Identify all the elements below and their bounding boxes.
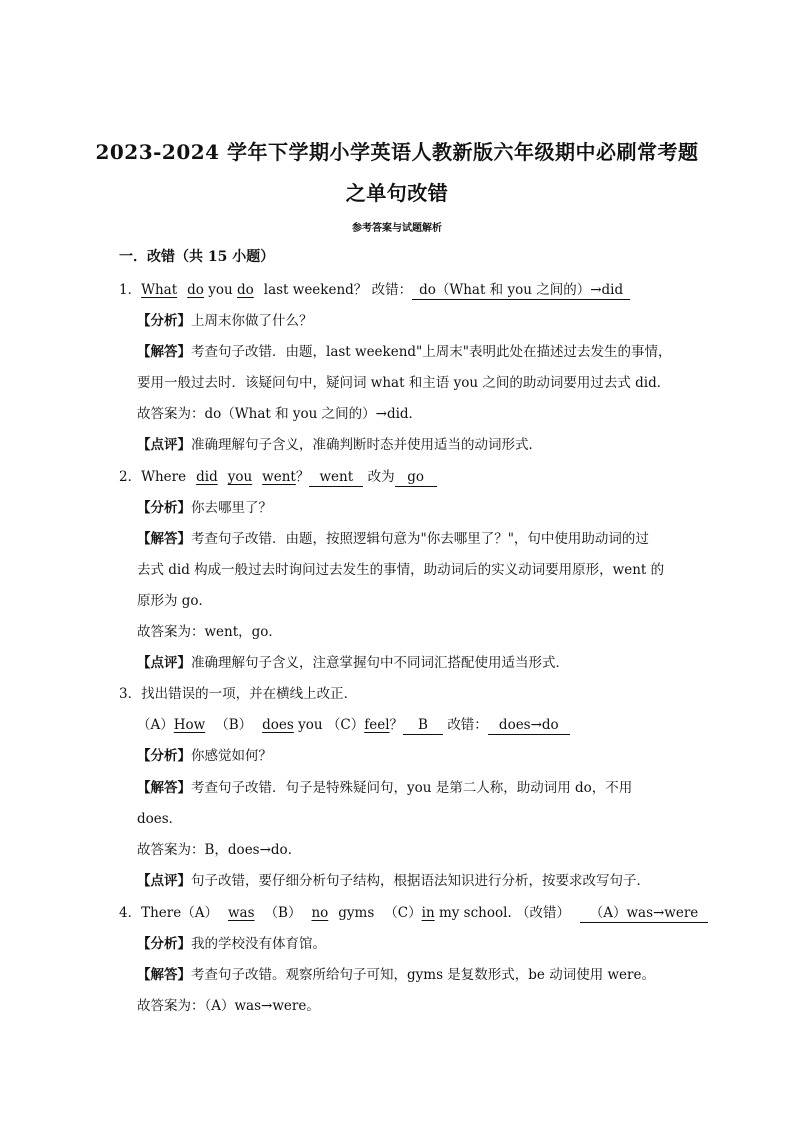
underlined-word: no xyxy=(311,905,329,921)
word: my school. xyxy=(438,905,512,921)
solution-text: 考查句子改错。观察所给句子可知，gyms 是复数形式，be 动词使用 were。 xyxy=(191,967,655,983)
question-number: 4． xyxy=(119,905,142,921)
document-subtitle: 参考答案与试题解析 xyxy=(352,223,442,234)
answer-blank-1: went xyxy=(309,468,363,487)
solution-3-line2: does． xyxy=(137,811,183,827)
analysis-text: 我的学校没有体育馆。 xyxy=(191,936,326,952)
comment-text: 准确理解句子含义，准确判断时态并使用适当的动词形式． xyxy=(191,437,542,453)
analysis-text: 上周末你做了什么？ xyxy=(191,313,313,329)
comment-text: 句子改错，要仔细分析句子结构，根据语法知识进行分析，按要求改写句子． xyxy=(191,873,650,889)
underlined-word: What xyxy=(141,282,178,298)
solution-tag: 【解答】 xyxy=(137,531,191,547)
analysis-text: 你去哪里了？ xyxy=(191,500,272,516)
solution-text: 考查句子改错．句子是特殊疑问句，you 是第二人称，助动词用 do，不用 xyxy=(191,780,633,796)
comment-3 xyxy=(137,871,650,891)
solution-text: 考查句子改错．由题，按照逻辑句意为"你去哪里了？"，句中使用助动词的过 xyxy=(191,531,649,547)
analysis-2 xyxy=(137,498,272,518)
solution-text: 考查句子改错．由题，last weekend"上周末"表明此处在描述过去发生的事情， xyxy=(191,344,672,360)
word: you xyxy=(208,282,233,298)
solution-4-line2: 故答案为：（A）was→were。 xyxy=(137,998,320,1014)
comment-text: 准确理解句子含义，注意掌握句中不同词汇搭配使用适当形式． xyxy=(191,655,569,671)
word: last weekend？ xyxy=(263,282,368,298)
underlined-word: was xyxy=(227,905,255,921)
question-number: 3． xyxy=(119,686,142,702)
question-3-sentence xyxy=(137,715,570,735)
solution-1-line1 xyxy=(137,342,671,362)
underlined-word: in xyxy=(421,905,435,921)
question-4 xyxy=(119,903,708,923)
solution-1-line3: 故答案为：do（What 和 you 之间的）→did． xyxy=(137,406,423,422)
comment-1 xyxy=(137,435,542,455)
solution-4-line1 xyxy=(137,965,655,985)
option-label: （A） xyxy=(137,717,174,733)
solution-1-line2: 要用一般过去时．该疑问句中，疑问词 what 和主语 you 之间的助动词要用过去式 did． xyxy=(137,375,671,391)
question-number: 1． xyxy=(119,282,142,298)
word: ？ xyxy=(295,469,310,485)
answer-blank-1: B xyxy=(403,716,443,735)
question-3 xyxy=(119,684,357,704)
underlined-word: How xyxy=(173,717,206,733)
fix-label: 改错： xyxy=(371,282,413,298)
analysis-4 xyxy=(137,934,326,954)
underlined-word: went xyxy=(262,469,296,485)
option-label: （C） xyxy=(384,905,422,921)
document-title-line2: 之单句改错 xyxy=(345,181,449,205)
solution-tag: 【解答】 xyxy=(137,967,191,983)
comment-tag: 【点评】 xyxy=(137,873,191,889)
underlined-word: does xyxy=(262,717,294,733)
solution-2-line4: 故答案为：went，go． xyxy=(137,624,282,640)
solution-2-line2: 去式 did 构成一般过去时询问过去发生的事情，助动词后的实义动词要用原形，went 的 xyxy=(137,562,665,578)
solution-2-line1 xyxy=(137,529,649,549)
question-1 xyxy=(119,280,630,300)
comment-tag: 【点评】 xyxy=(137,437,191,453)
analysis-tag: 【分析】 xyxy=(137,748,191,764)
answer-blank: （A）was→were xyxy=(580,904,708,923)
word: Where xyxy=(141,469,187,485)
option-label: （B） xyxy=(264,905,302,921)
section-heading: 一．改错（共 15 小题） xyxy=(119,249,275,265)
mid-text: 改为 xyxy=(367,469,395,485)
comment-tag: 【点评】 xyxy=(137,655,191,671)
solution-tag: 【解答】 xyxy=(137,344,191,360)
question-2 xyxy=(119,467,437,487)
word: you xyxy=(298,717,323,733)
underlined-word: feel xyxy=(364,717,390,733)
question-number: 2． xyxy=(119,469,142,485)
word: There（A） xyxy=(141,905,218,921)
analysis-tag: 【分析】 xyxy=(137,313,191,329)
word: ？ xyxy=(389,717,404,733)
option-label: （C） xyxy=(326,717,365,733)
answer-blank-2: go xyxy=(395,468,437,487)
question-prompt: 找出错误的一项，并在横线上改正． xyxy=(141,686,358,702)
word: gyms xyxy=(338,905,375,921)
solution-2-line3: 原形为 go． xyxy=(137,593,213,609)
answer-blank: do（What 和 you 之间的）→did xyxy=(412,281,630,300)
analysis-text: 你感觉如何？ xyxy=(191,748,272,764)
option-label: （B） xyxy=(215,717,253,733)
analysis-1 xyxy=(137,311,313,331)
underlined-word: you xyxy=(227,469,253,485)
underlined-word: did xyxy=(196,469,218,485)
answer-blank-2: does→do xyxy=(488,716,570,735)
fix-label: 改错： xyxy=(447,717,488,733)
fix-label: （改错） xyxy=(516,905,571,921)
analysis-3 xyxy=(137,746,272,766)
solution-tag: 【解答】 xyxy=(137,780,191,796)
underlined-word: do xyxy=(236,282,254,298)
analysis-tag: 【分析】 xyxy=(137,500,191,516)
solution-3-line1 xyxy=(137,778,632,798)
analysis-tag: 【分析】 xyxy=(137,936,191,952)
solution-3-line3: 故答案为：B，does→do． xyxy=(137,842,302,858)
comment-2 xyxy=(137,653,569,673)
document-title-line1: 2023-2024 学年下学期小学英语人教新版六年级期中必刷常考题 xyxy=(95,140,699,164)
underlined-word: do xyxy=(187,282,204,298)
